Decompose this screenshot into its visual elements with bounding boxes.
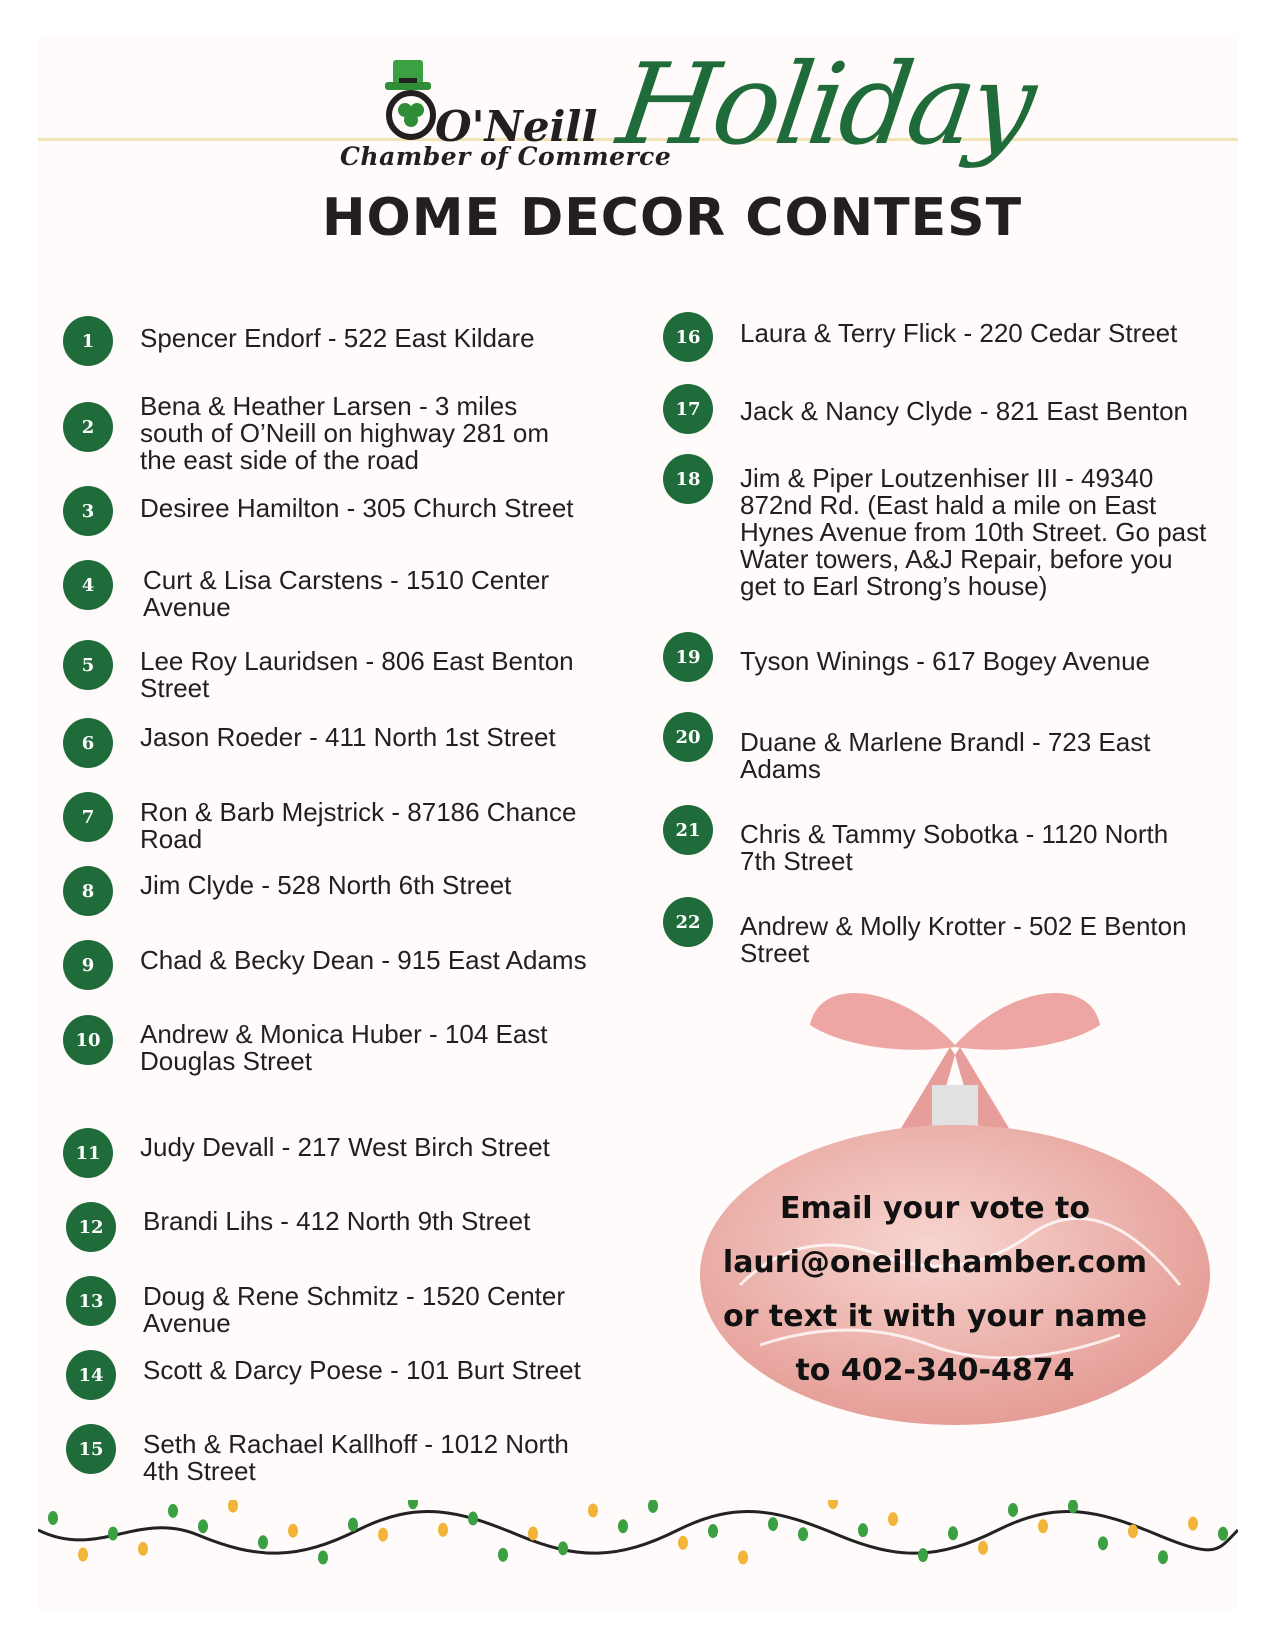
entry-text: Doug & Rene Schmitz - 1520 Center Avenue <box>143 1281 565 1338</box>
number-badge: 17 <box>663 384 713 434</box>
light-bulb <box>1128 1524 1138 1538</box>
string-lights-icon <box>38 1500 1238 1580</box>
light-bulb <box>1098 1536 1108 1550</box>
number-badge: 8 <box>63 866 113 916</box>
light-bulb <box>408 1500 418 1509</box>
page-title: HOME DECOR CONTEST <box>322 188 1023 248</box>
light-bulb <box>318 1551 328 1565</box>
number-badge: 3 <box>63 486 113 536</box>
number-badge: 9 <box>63 940 113 990</box>
vote-email[interactable]: lauri@oneillchamber.com <box>722 1245 1148 1280</box>
number-badge: 12 <box>66 1202 116 1252</box>
light-bulb <box>1218 1527 1228 1541</box>
light-bulb <box>828 1500 838 1509</box>
number-badge: 10 <box>63 1015 113 1065</box>
number-badge: 15 <box>66 1424 116 1474</box>
entry-text: Andrew & Molly Krotter - 502 E Benton Street <box>740 911 1187 968</box>
number-badge: 11 <box>63 1128 113 1178</box>
light-bulb <box>198 1519 208 1533</box>
number-badge: 18 <box>663 454 713 504</box>
number-badge: 5 <box>63 640 113 690</box>
number-badge: 16 <box>663 312 713 362</box>
light-bulb <box>168 1504 178 1518</box>
light-bulb <box>918 1548 928 1562</box>
light-bulb <box>648 1500 658 1513</box>
light-bulb <box>738 1550 748 1564</box>
light-bulb <box>468 1512 478 1526</box>
entry-text: Ron & Barb Mejstrick - 87186 Chance Road <box>140 797 577 854</box>
entry-text: Jason Roeder - 411 North 1st Street <box>140 722 556 752</box>
light-bulb <box>1158 1550 1168 1564</box>
light-bulb <box>558 1541 568 1555</box>
light-bulb <box>798 1527 808 1541</box>
number-badge: 2 <box>63 402 113 452</box>
entry-text: Lee Roy Lauridsen - 806 East Benton Street <box>140 646 574 703</box>
entry-text: Jack & Nancy Clyde - 821 East Benton <box>740 396 1189 426</box>
light-bulb <box>978 1541 988 1555</box>
light-bulb <box>768 1517 778 1531</box>
entry-text: Chad & Becky Dean - 915 East Adams <box>140 945 587 975</box>
entry-text: Judy Devall - 217 West Birch Street <box>140 1132 550 1162</box>
entry-text: Laura & Terry Flick - 220 Cedar Street <box>740 318 1178 348</box>
number-badge: 20 <box>663 712 713 762</box>
light-bulb <box>1008 1503 1018 1517</box>
entry-text: Jim Clyde - 528 North 6th Street <box>140 870 512 900</box>
light-bulb <box>438 1523 448 1537</box>
light-bulb <box>708 1524 718 1538</box>
light-bulb <box>348 1518 358 1532</box>
number-badge: 7 <box>63 792 113 842</box>
light-bulb <box>108 1527 118 1541</box>
light-bulb <box>228 1500 238 1513</box>
entry-text: Curt & Lisa Carstens - 1510 Center Avenue <box>143 565 550 622</box>
number-badge: 1 <box>63 316 113 366</box>
vote-phone[interactable]: to 402-340-4874 <box>795 1353 1075 1388</box>
number-badge: 21 <box>663 805 713 855</box>
light-bulb <box>48 1511 58 1525</box>
number-badge: 6 <box>63 718 113 768</box>
logo-name: O'Neill <box>435 102 598 151</box>
entry-text: Jim & Piper Loutzenhiser III - 49340 872nd Rd. (East hald a mile on East Hynes Avenue from 10th Street. Go past Water towers, A&J Repair, before you get to Earl Strong’s house) <box>740 463 1207 601</box>
light-bulb <box>1038 1519 1048 1533</box>
number-badge: 14 <box>66 1350 116 1400</box>
vote-instructions <box>700 1182 1170 1398</box>
light-bulb <box>138 1542 148 1556</box>
light-bulb <box>948 1526 958 1540</box>
entry-text: Duane & Marlene Brandl - 723 East Adams <box>740 727 1151 784</box>
light-bulb <box>498 1548 508 1562</box>
light-bulb <box>528 1526 538 1540</box>
entry-text: Scott & Darcy Poese - 101 Burt Street <box>143 1355 581 1385</box>
entry-text: Desiree Hamilton - 305 Church Street <box>140 493 574 523</box>
light-bulb <box>678 1536 688 1550</box>
light-bulb <box>288 1524 298 1538</box>
entry-text: Brandi Lihs - 412 North 9th Street <box>143 1206 531 1236</box>
light-bulb <box>1068 1500 1078 1513</box>
light-bulb <box>78 1548 88 1562</box>
entry-text: Spencer Endorf - 522 East Kildare <box>140 323 535 353</box>
entry-text: Tyson Winings - 617 Bogey Avenue <box>740 646 1150 676</box>
vote-line: or text it with your name <box>723 1299 1147 1334</box>
script-title: Holiday <box>610 40 1040 170</box>
number-badge: 13 <box>66 1276 116 1326</box>
entry-text: Chris & Tammy Sobotka - 1120 North 7th Street <box>740 819 1169 876</box>
number-badge: 19 <box>663 632 713 682</box>
logo-subtitle: Chamber of Commerce <box>340 142 672 171</box>
light-bulb <box>588 1503 598 1517</box>
light-bulb <box>378 1528 388 1542</box>
vote-line: Email your vote to <box>779 1191 1091 1226</box>
light-bulb <box>888 1512 898 1526</box>
entry-text: Andrew & Monica Huber - 104 East Douglas Street <box>140 1019 548 1076</box>
light-bulb <box>858 1523 868 1537</box>
light-bulb <box>618 1519 628 1533</box>
light-bulb <box>1188 1517 1198 1531</box>
number-badge: 4 <box>63 560 113 610</box>
entry-text: Bena & Heather Larsen - 3 miles south of O’Neill on highway 281 om the east side of the road <box>140 391 550 475</box>
entry-text: Seth & Rachael Kallhoff - 1012 North 4th Street <box>143 1429 569 1486</box>
number-badge: 22 <box>663 897 713 947</box>
light-bulb <box>258 1535 268 1549</box>
